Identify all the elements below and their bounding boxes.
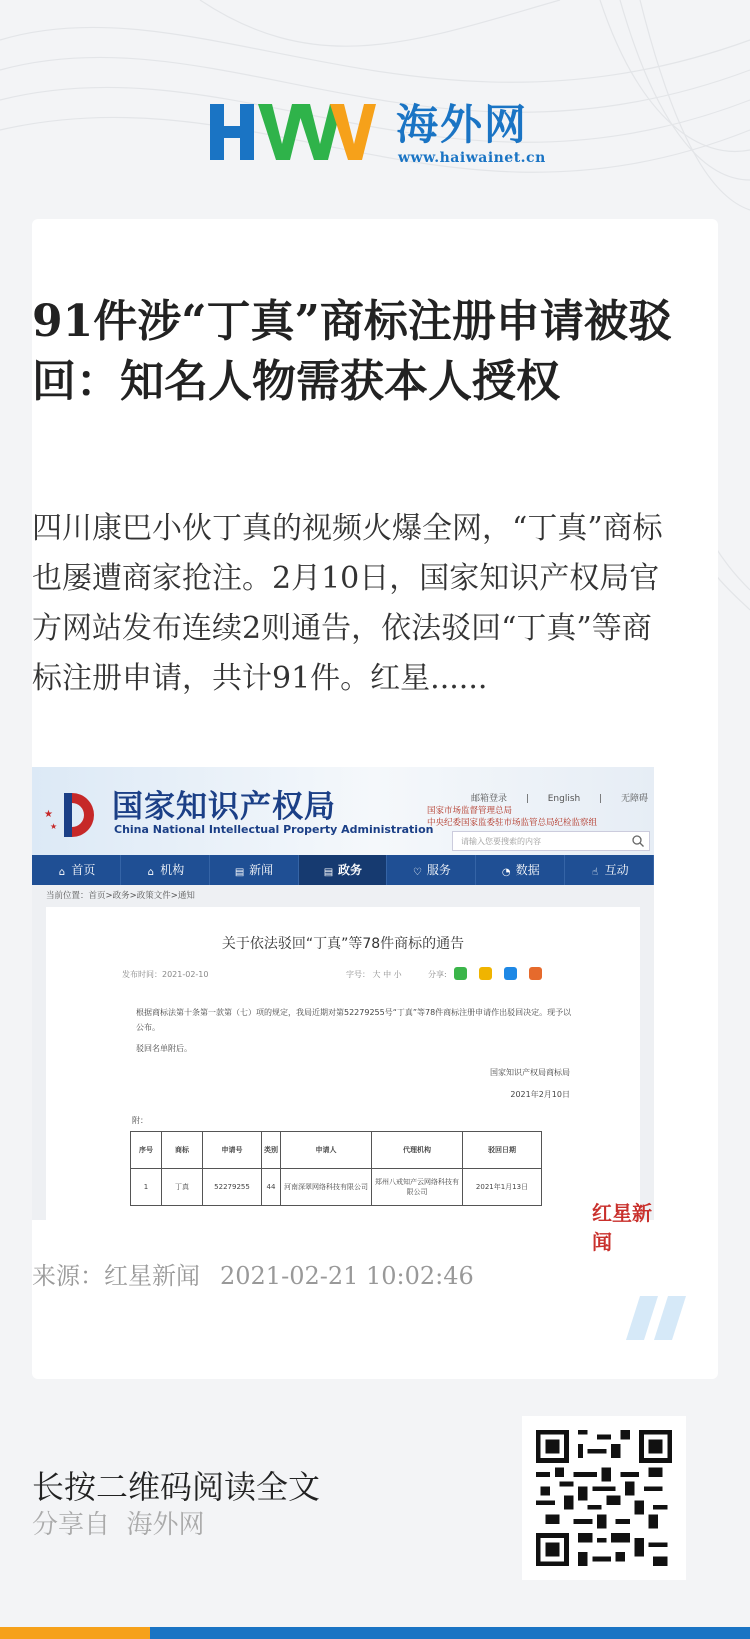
article-summary: 四川康巴小伙丁真的视频火爆全网，“丁真”商标也屡遭商家抢注。2月10日，国家知识产权局官方网站发布连续2则通告，依法驳回“丁真”等商标注册申请，共计91件。红星...... bbox=[32, 511, 663, 696]
heart-icon: ♡ bbox=[412, 867, 422, 878]
breadcrumb: 当前位置：首页>政务>政策文件>通知 bbox=[46, 891, 195, 901]
wechat-icon[interactable] bbox=[454, 967, 467, 980]
building-icon: ⌂ bbox=[147, 867, 154, 878]
notice-title: 关于依法驳回“丁真”等78件商标的通告 bbox=[221, 936, 465, 952]
nav-interaction[interactable] bbox=[565, 855, 654, 885]
table-cell: 郑州八戒知产云网络科技有限公司 bbox=[372, 1169, 463, 1206]
font-size-control[interactable]: 字号： 大 中 小 bbox=[346, 970, 402, 979]
table-header: 序号 bbox=[131, 1132, 162, 1169]
chart-icon: ◔ bbox=[501, 867, 511, 878]
nav-government-affairs[interactable] bbox=[299, 855, 388, 885]
svg-text:★: ★ bbox=[50, 822, 58, 831]
dept-line-2: 中央纪委国家监委驻市场监管总局纪检监察组 bbox=[427, 818, 598, 828]
weibo-icon[interactable] bbox=[529, 967, 542, 980]
svg-text:★: ★ bbox=[44, 809, 53, 820]
table-cell: 河南深翠网络科技有限公司 bbox=[281, 1169, 372, 1206]
nav-data[interactable] bbox=[476, 855, 565, 885]
notice-body-list-note: 驳回名单附后。 bbox=[136, 1044, 192, 1053]
table-header: 驳回日期 bbox=[463, 1132, 542, 1169]
publish-datetime: 2021-02-21 10:02:46 bbox=[220, 1262, 474, 1290]
qq-icon[interactable] bbox=[504, 967, 517, 980]
logo-url: www.haiwainet.cn bbox=[398, 150, 546, 166]
hongxing-news-watermark: 红星新闻 bbox=[592, 1201, 652, 1254]
table-header: 申请人 bbox=[281, 1132, 372, 1169]
article-title: 91件涉“丁真”商标注册申请被驳回：知名人物需获本人授权 bbox=[32, 296, 672, 407]
nav-label: 数据 bbox=[515, 863, 540, 877]
table-header: 代理机构 bbox=[372, 1132, 463, 1169]
rejection-table bbox=[130, 1131, 542, 1206]
table-cell: 44 bbox=[262, 1169, 281, 1206]
share-from bbox=[32, 1504, 205, 1541]
nav-label: 首页 bbox=[71, 863, 96, 877]
home-icon: ⌂ bbox=[58, 867, 66, 878]
bottom-color-bar bbox=[0, 1627, 750, 1639]
table-cell: 52279255 bbox=[203, 1169, 262, 1206]
share-icons bbox=[454, 967, 542, 980]
article-image[interactable] bbox=[32, 767, 654, 1254]
nav-institutions[interactable] bbox=[121, 855, 210, 885]
search-placeholder: 请输入您要搜索的内容 bbox=[461, 837, 541, 846]
nav-label: 政务 bbox=[338, 863, 363, 877]
share-site: 海外网 bbox=[126, 1510, 205, 1540]
haiwainet-logo bbox=[210, 100, 546, 170]
nav-services[interactable] bbox=[387, 855, 476, 885]
article-source-line bbox=[32, 1256, 494, 1291]
share-prefix: 分享自 bbox=[32, 1510, 111, 1540]
nav-home[interactable] bbox=[32, 855, 121, 885]
share-label: 分享: bbox=[428, 970, 447, 979]
news-icon: ▤ bbox=[234, 867, 245, 878]
nav-label: 新闻 bbox=[249, 863, 274, 877]
cnipa-emblem-icon bbox=[42, 787, 100, 841]
logo-name-cn: 海外网 bbox=[396, 100, 529, 149]
hww-logo-icon bbox=[210, 100, 385, 164]
cnipa-nav bbox=[32, 855, 654, 885]
notice-signature: 国家知识产权局商标局 bbox=[490, 1068, 570, 1077]
notice-sign-date: 2021年2月10日 bbox=[510, 1090, 570, 1099]
qzone-icon[interactable] bbox=[479, 967, 492, 980]
qr-code-box[interactable] bbox=[522, 1416, 686, 1580]
publish-date: 发布时间：2021-02-10 bbox=[122, 970, 209, 979]
cnipa-search-box[interactable] bbox=[452, 831, 650, 851]
table-header: 申请号 bbox=[203, 1132, 262, 1169]
cnipa-name-en: China National Intellectual Property Administration bbox=[114, 823, 434, 836]
table-cell: 丁真 bbox=[162, 1169, 203, 1206]
table-cell: 2021年1月13日 bbox=[463, 1169, 542, 1206]
hand-icon: ☝ bbox=[592, 867, 599, 878]
attachment-label: 附： bbox=[132, 1116, 148, 1125]
nav-news[interactable] bbox=[210, 855, 299, 885]
notice-document bbox=[46, 907, 640, 1237]
source-label: 来源：红星新闻 bbox=[32, 1262, 200, 1290]
qr-code-icon[interactable] bbox=[536, 1430, 672, 1566]
decorative-slash-icon bbox=[626, 1296, 686, 1340]
cnipa-name-cn: 国家知识产权局 bbox=[112, 789, 336, 825]
read-full-text-prompt: 长按二维码阅读全文 bbox=[32, 1468, 321, 1506]
document-icon: ▤ bbox=[323, 867, 334, 878]
dept-line-1: 国家市场监督管理总局 bbox=[427, 806, 513, 816]
header-top-links[interactable]: 邮箱登录 | English | 无障碍 bbox=[470, 794, 648, 804]
nav-label: 互动 bbox=[604, 863, 629, 877]
table-cell: 1 bbox=[131, 1169, 162, 1206]
table-header: 类别 bbox=[262, 1132, 281, 1169]
cnipa-header bbox=[32, 767, 654, 855]
search-icon[interactable] bbox=[631, 834, 645, 848]
table-header-row bbox=[131, 1132, 542, 1169]
table-header: 商标 bbox=[162, 1132, 203, 1169]
nav-label: 机构 bbox=[160, 863, 185, 877]
nav-label: 服务 bbox=[426, 863, 451, 877]
notice-body-paragraph: 根据商标法第十条第一款第（七）项的规定，我局近期对第52279255号“丁真”等78件商标注册申请作出驳回决定。现予以公布。 bbox=[136, 1008, 572, 1032]
table-row bbox=[131, 1169, 542, 1206]
